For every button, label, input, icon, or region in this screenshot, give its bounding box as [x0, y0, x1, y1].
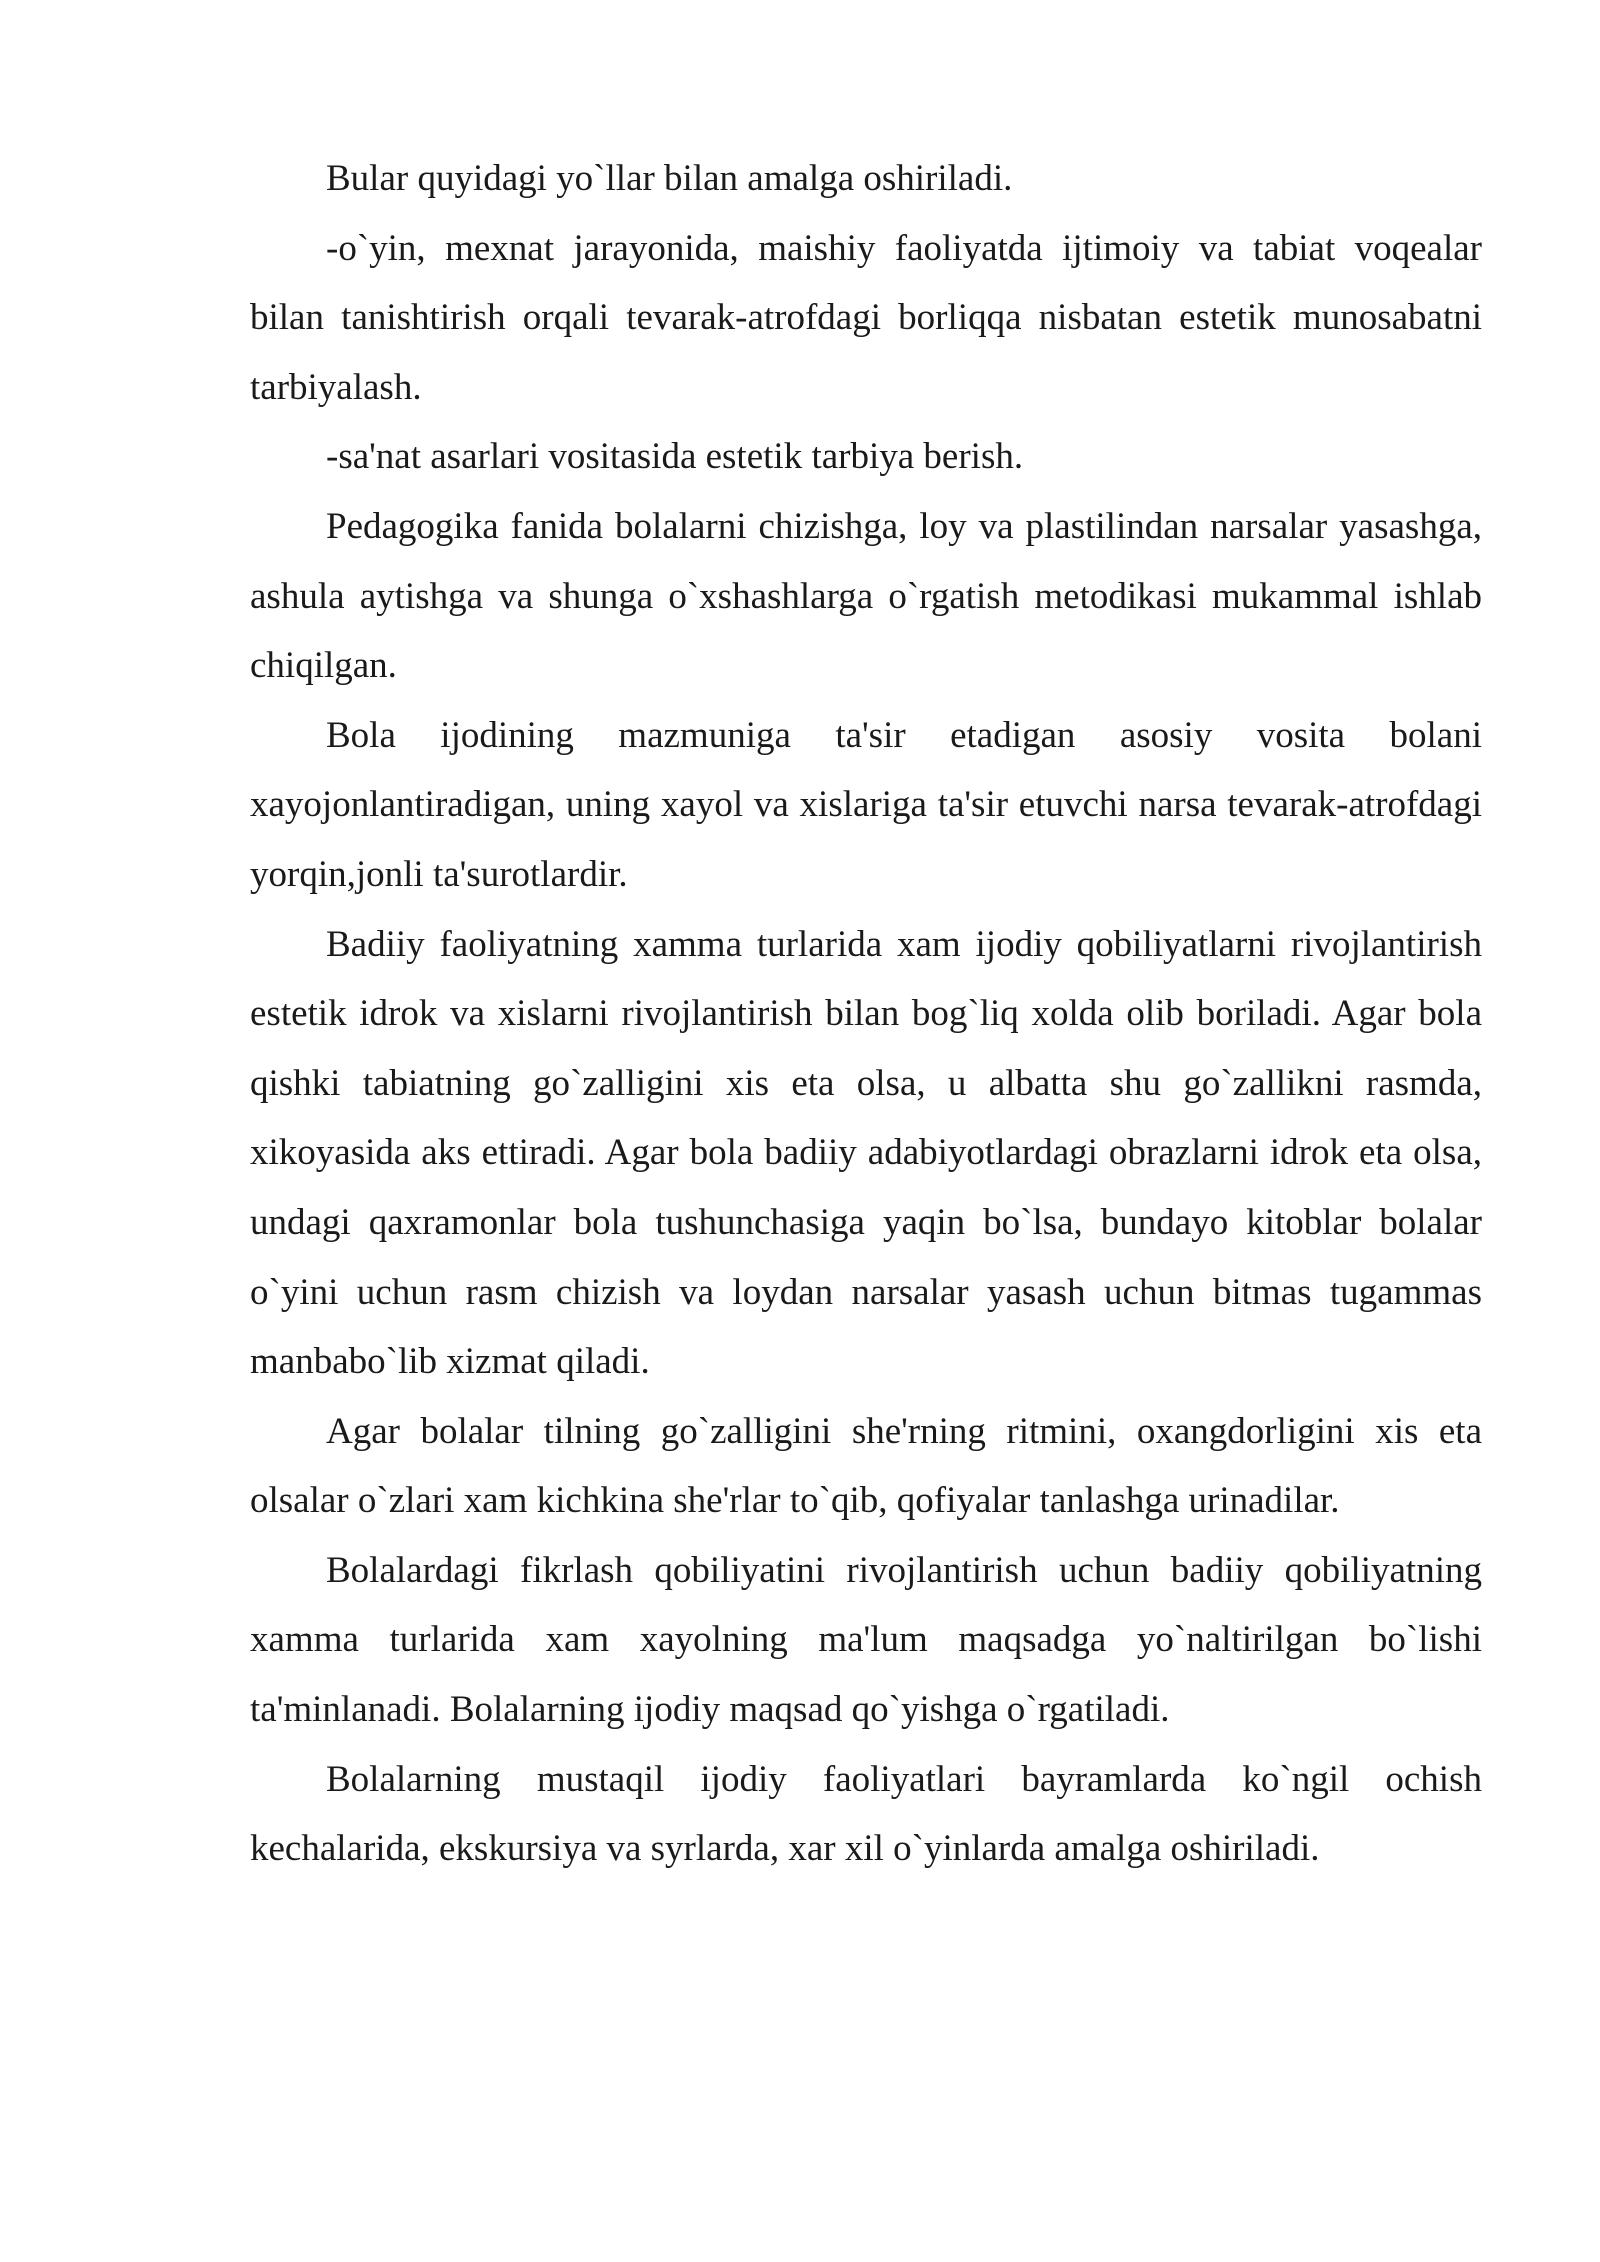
paragraph: Bolalardagi fikrlash qobiliyatini rivojlantirish uchun badiiy qobiliyatning xamma turlarida xam xayolning ma'lum maqsadga yo`naltirilgan bo`lishi ta'minlanadi. Bolalarning ijodiy maqsad qo`yishga o`rgatiladi.	[250, 1549, 1482, 1731]
paragraph: Bola ijodining mazmuniga ta'sir etadigan asosiy vosita bolani xayojonlantiradigan, uning xayol va xislariga ta'sir etuvchi narsa tevarak-atrofdagi yorqin,jonli ta'surotlardir.	[250, 714, 1482, 895]
paragraph: -o`yin, mexnat jarayonida, maishiy faoliyatda ijtimoiy va tabiat voqealar bilan tanishtirish orqali tevarak-atrofdagi borliqqa nisbatan estetik munosabatni tarbiyalash.	[250, 227, 1482, 408]
paragraph: -sa'nat asarlari vositasida estetik tarbiya berish.	[326, 436, 1024, 478]
paragraph: Bular quyidagi yo`llar bilan amalga oshiriladi.	[326, 158, 1013, 199]
paragraph: Badiiy faoliyatning xamma turlarida xam ijodiy qobiliyatlarni rivojlantirish estetik idrok va xislarni rivojlantirish bilan bog`liq xolda olib boriladi. Agar bola qishki tabiatning go`zalligini xis eta olsa, u albatta shu go`zallikni rasmda, xikoyasida aks ettiradi. Agar bola badiiy adabiyotlardagi obrazlarni idrok eta olsa, undagi qaxramonlar bola tushunchasiga yaqin bo`lsa, bundayo kitoblar bolalar o`yini uchun rasm chizish va loydan narsalar yasash uchun bitmas tugammas manbabo`lib xizmat qiladi.	[250, 923, 1482, 1383]
paragraph: Pedagogika fanida bolalarni chizishga, loy va plastilindan narsalar yasashga, ashula aytishga va shunga o`xshashlarga o`rgatish metodikasi mukammal ishlab chiqilgan.	[250, 505, 1482, 687]
document-page	[250, 144, 1482, 1884]
paragraph: Agar bolalar tilning go`zalligini she'rning ritmini, oxangdorligini xis eta olsalar o`zlari xam kichkina she'rlar to`qib, qofiyalar tanlashga urinadilar.	[250, 1410, 1482, 1522]
paragraph: Bolalarning mustaqil ijodiy faoliyatlari bayramlarda ko`ngil ochish kechalarida, ekskursiya va syrlarda, xar xil o`yinlarda amalga oshiriladi.	[250, 1758, 1482, 1870]
